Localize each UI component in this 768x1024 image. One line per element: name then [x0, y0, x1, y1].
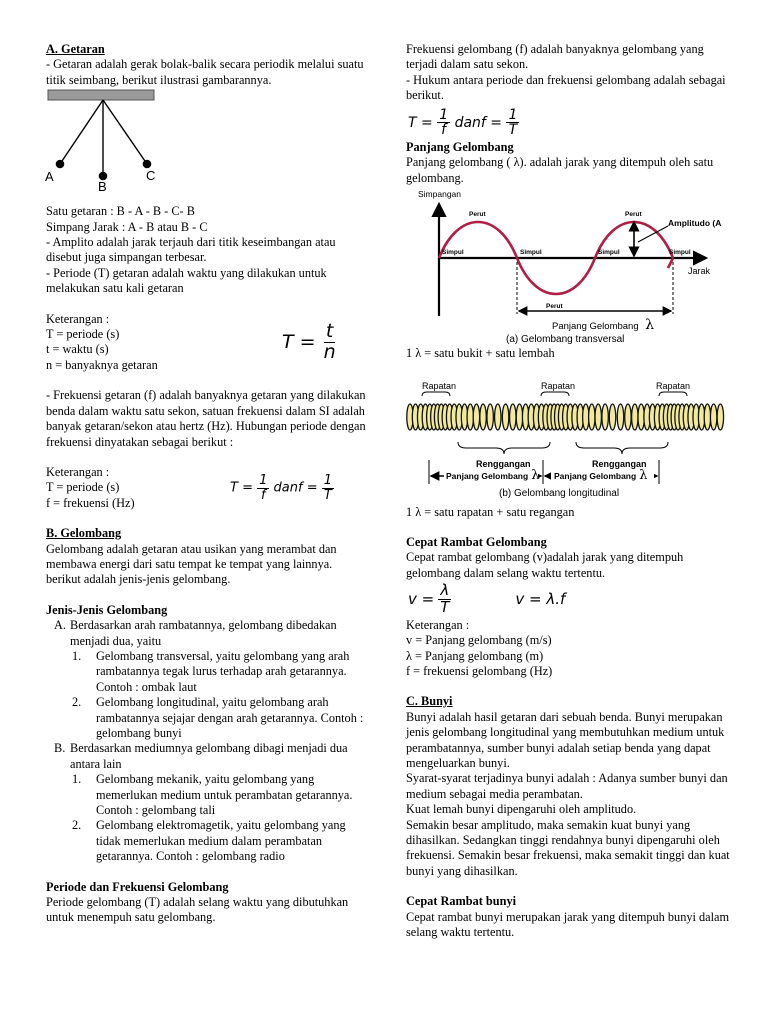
satu-getaran: Satu getaran : B - A - B - C- B	[46, 204, 195, 219]
bunyi-text-2: Syarat-syarat terjadinya bunyi adalah : Adanya sumber bunyi dan medium sebagai media perambatan.	[406, 771, 728, 801]
x-axis-label: Jarak	[688, 266, 711, 277]
keterangan-title: Keterangan :	[406, 617, 470, 632]
spring-coil	[473, 404, 479, 430]
formula-periode-frekuensi: T = $\frac{1}{f}$ danf = $\frac{1}{T}$	[230, 472, 333, 503]
spring-coil	[480, 404, 486, 430]
spring-coil	[704, 404, 710, 430]
rapatan-label-1: Rapatan	[422, 380, 457, 391]
keterangan-item: T = periode (s)	[46, 327, 120, 342]
rapatan-label-2: Rapatan	[541, 380, 576, 391]
spring-coil	[516, 404, 522, 430]
list-item: 1. Gelombang transversal, yaitu gelombang yang arah rambatannya tegak lurus terhadap arah getarannya. Contoh : ombak laut	[72, 648, 350, 694]
keterangan-2	[46, 465, 368, 511]
formula-hukum: T = $\frac{1}{f}$ danf = $\frac{1}{T}$	[408, 106, 518, 139]
cepat-rambat-bunyi-text: Cepat rambat bunyi merupakan jarak yang ditempuh bunyi dalam selang waktu tertentu.	[406, 909, 730, 940]
amplitudo-def: - Amplito adalah jarak terjauh dari titik keseimbangan atau disebut juga simpangan terbesar.	[46, 235, 336, 265]
cepat-rambat-bunyi-title: Cepat Rambat bunyi	[406, 894, 517, 909]
keterangan-1	[46, 312, 368, 374]
simpang-jarak: Simpang Jarak : A - B atau B - C	[46, 219, 208, 234]
longitudinal-wave-diagram	[406, 372, 731, 508]
spring-coil	[595, 404, 601, 430]
longitudinal-caption: (b) Gelombang longitudinal	[499, 487, 620, 499]
spring-coil	[487, 404, 493, 430]
formula-cepat-rambat: v = $\frac{\lambda}{T}$ v = λ.f	[408, 581, 566, 616]
spring-coil	[495, 404, 501, 430]
keterangan-item: t = waktu (s)	[46, 342, 109, 357]
renggangan-label-1: Renggangan	[476, 458, 531, 469]
bunyi-text-4: Semakin besar amplitudo, maka semakin kuat bunyi yang dihasilkan. Sedangkan tinggi rendahnya bunyi dipengaruhi oleh frekuensi. Semakin besar frekuensi, maka semakit tinggi dan kuat bunyi yang dihasilkan.	[406, 817, 730, 878]
list-item: B. Berdasarkan mediumnya gelombang dibagi menjadi dua antara lain 1. Gelombang mekanik, yaitu gelombang yang memerlukan medium untuk perambatan getarannya. Contoh : gelombang tali 2. Gelombang elektromagetik, yaitu gelombang yang tidak memerlukan medium dalam perambatan getarannya. Contoh : gelombang radio	[46, 741, 368, 864]
spring-coil	[710, 404, 716, 430]
keterangan-title: Keterangan :	[46, 464, 110, 479]
keterangan-item: f = frekuensi (Hz)	[46, 495, 135, 510]
pendulum-support	[48, 90, 154, 100]
spring-coil	[589, 404, 595, 430]
list-item: 2. Gelombang elektromagetik, yaitu gelombang yang tidak memerlukan medium dalam perambatan getarannya. Contoh : gelombang radio	[72, 818, 346, 864]
right-column	[406, 42, 731, 940]
periode-frekuensi-text: Periode gelombang (T) adalah selang waktu yang dibutuhkan untuk menempuh satu gelombang.	[46, 895, 349, 925]
perut-label-2: Perut	[546, 303, 563, 311]
spring-coil	[625, 404, 631, 430]
getaran-intro: - Getaran adalah gerak bolak-balik secara periodik melalui suatu titik seimbang, berikut ilustrasi gambarannya.	[46, 57, 364, 87]
bunyi-text-3: Kuat lemah bunyi dipengaruhi oleh amplitudo.	[406, 802, 637, 817]
cepat-rambat-text: Cepat rambat gelombang (v)adalah jarak yang ditempuh gelombang dalam selang waktu tertentu.	[406, 550, 684, 580]
section-a-title: A. Getaran	[46, 42, 105, 56]
panjang-gelombang-title: Panjang Gelombang	[406, 140, 514, 154]
jenis-title: Jenis-Jenis Gelombang	[46, 602, 168, 617]
lambda-longitudinal: 1 λ = satu rapatan + satu regangan	[406, 504, 575, 519]
bob-a	[56, 160, 65, 169]
perut-label-1: Perut	[469, 211, 486, 219]
section-b-title: B. Gelombang	[46, 526, 122, 541]
lambda-transversal: 1 λ = satu bukit + satu lembah	[406, 346, 555, 361]
simpul-label-4: Simpul	[669, 249, 691, 257]
perut-label-3: Perut	[625, 211, 642, 219]
label-c: C	[146, 168, 156, 184]
spring-coil	[467, 404, 473, 430]
spring-coils	[407, 404, 724, 430]
panjang-gelombang-label-1: Panjang Gelombang λ	[446, 467, 540, 483]
formula-periode: T = $\frac{t}{n}$	[282, 320, 336, 363]
keterangan-item: T = periode (s)	[46, 480, 120, 495]
keterangan-item: n = banyaknya getaran	[46, 357, 158, 372]
spring-coil	[602, 404, 608, 430]
bunyi-text-1: Bunyi adalah hasil getaran dari sebuah benda. Bunyi merupakan jenis gelombang longitudinal yang membutuhkan medium untuk perambatannya, sumber bunyi adalah setiap benda yang dapat mengeluarkan bunyi.	[406, 709, 725, 770]
gelombang-intro: Gelombang adalah getaran atau usikan yang merambat dan membawa energi dari satu tempat ke tempat yang lainnya. berikut adalah jenis-jenis gelombang.	[46, 541, 337, 587]
spring-coil	[502, 404, 508, 430]
transversal-caption: (a) Gelombang transversal	[506, 334, 625, 346]
periode-def: - Periode (T) getaran adalah waktu yang dilakukan untuk melakukan satu kali getaran	[46, 265, 327, 296]
pendulum-illustration	[45, 88, 166, 195]
keterangan-title: Keterangan :	[46, 311, 110, 326]
renggangan-label-2: Renggangan	[592, 458, 647, 469]
label-b: B	[98, 179, 107, 195]
spring-coil	[717, 404, 723, 430]
simpul-label-3: Simpul	[598, 249, 620, 257]
keterangan-item: λ = Panjang gelombang (m)	[406, 648, 544, 663]
panjang-gelombang-label: Panjang Gelombang λ	[552, 317, 655, 334]
bob-c	[143, 160, 152, 169]
spring-coil	[609, 404, 615, 430]
cepat-rambat-title: Cepat Rambat Gelombang	[406, 535, 547, 550]
frekuensi-gelombang-def: Frekuensi gelombang (f) adalah banyaknya gelombang yang terjadi dalam satu sekon.	[406, 42, 704, 72]
hukum-text: - Hukum antara periode dan frekuensi gelombang adalah sebagai berikut.	[406, 72, 726, 103]
keterangan-item: v = Panjang gelombang (m/s)	[406, 633, 552, 648]
simpul-label-2: Simpul	[520, 249, 542, 257]
transversal-wave-diagram	[406, 190, 731, 346]
periode-frekuensi-title: Periode dan Frekuensi Gelombang	[46, 879, 229, 894]
panjang-gelombang-label-2: Panjang Gelombang λ	[554, 467, 648, 483]
list-item: 1. Gelombang mekanik, yaitu gelombang yang memerlukan medium untuk perambatan getarannya. Contoh : gelombang tali	[72, 772, 353, 818]
list-item: A. Berdasarkan arah rambatannya, gelombang dibedakan menjadi dua, yaitu 1. Gelombang transversal, yaitu gelombang yang arah rambatannya tegak lurus terhadap arah getarannya. Contoh : ombak laut 2. Gelombang longitudinal, yaitu gelombang arah rambatannya sejajar dengan arah getarannya. Contoh : gelombang bunyi	[46, 618, 368, 741]
spring-coil	[617, 404, 623, 430]
simpul-label-1: Simpul	[442, 249, 464, 257]
list-item: 2. Gelombang longitudinal, yaitu gelombang arah rambatannya sejajar dengan arah getarannya. Contoh : gelombang bunyi	[72, 695, 364, 740]
amplitudo-label: Amplitudo (A	[668, 218, 722, 229]
section-c-title: C. Bunyi	[406, 694, 453, 709]
jenis-list	[46, 618, 368, 865]
rapatan-label-3: Rapatan	[656, 380, 691, 391]
frekuensi-def: - Frekuensi getaran (f) adalah banyaknya getaran yang dilakukan benda dalam waktu satu sekon, satuan frekuensi dalam SI adalah banyak getaran/sekon atau hertz (Hz). Hubungan periode dengan frekuensi dinyatakan sebagai berikut :	[46, 388, 366, 449]
spring-coil	[632, 404, 638, 430]
panjang-gelombang-text: Panjang gelombang ( λ). adalah jarak yang ditempuh oleh satu gelombang.	[406, 155, 714, 185]
left-column	[46, 42, 368, 926]
keterangan-item: f = frekuensi gelombang (Hz)	[406, 663, 553, 678]
spring-coil	[510, 404, 516, 430]
label-a: A	[45, 169, 54, 185]
y-axis-label: Simpangan	[418, 189, 462, 200]
